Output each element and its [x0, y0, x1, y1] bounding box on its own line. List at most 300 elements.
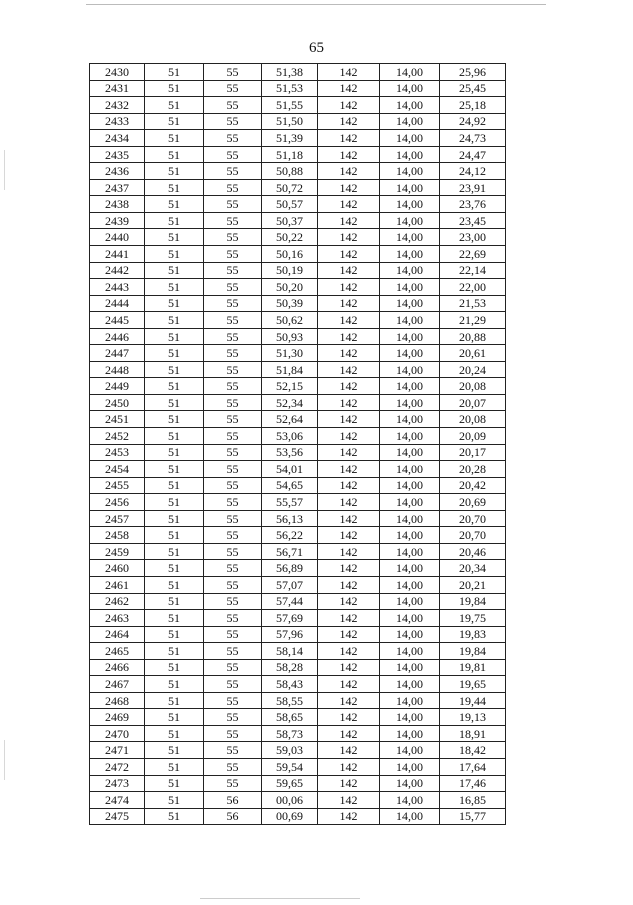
table-cell: 142 [318, 461, 380, 478]
table-cell: 51 [145, 593, 204, 610]
table-cell: 2471 [90, 742, 145, 759]
table-cell: 55 [204, 461, 262, 478]
table-cell: 23,45 [440, 212, 506, 229]
table-cell: 142 [318, 345, 380, 362]
table-cell: 20,08 [440, 378, 506, 395]
table-cell: 2443 [90, 279, 145, 296]
table-cell: 142 [318, 593, 380, 610]
table-cell: 2457 [90, 510, 145, 527]
table-cell: 51 [145, 610, 204, 627]
table-cell: 56 [204, 792, 262, 809]
table-cell: 51 [145, 643, 204, 660]
table-cell: 55 [204, 196, 262, 213]
table-cell: 54,01 [262, 461, 318, 478]
scan-edge-bottom [200, 898, 360, 899]
table-cell: 57,07 [262, 576, 318, 593]
table-cell: 56,71 [262, 543, 318, 560]
table-cell: 2472 [90, 758, 145, 775]
table-row [90, 295, 506, 312]
table-cell: 55 [204, 279, 262, 296]
table-cell: 17,64 [440, 758, 506, 775]
table-cell: 50,22 [262, 229, 318, 246]
table-cell: 55 [204, 97, 262, 114]
table-cell: 51,38 [262, 64, 318, 81]
table-cell: 20,70 [440, 527, 506, 544]
table-cell: 50,16 [262, 246, 318, 263]
table-cell: 2464 [90, 626, 145, 643]
table-cell: 51,30 [262, 345, 318, 362]
table-row [90, 328, 506, 345]
table-cell: 00,06 [262, 792, 318, 809]
table-cell: 14,00 [380, 659, 440, 676]
page-number: 65 [309, 40, 324, 56]
table-cell: 51 [145, 229, 204, 246]
table-cell: 2466 [90, 659, 145, 676]
table-row [90, 80, 506, 97]
table-cell: 00,69 [262, 808, 318, 825]
table-cell: 20,24 [440, 361, 506, 378]
table-cell: 14,00 [380, 709, 440, 726]
table-row [90, 345, 506, 362]
table-row [90, 510, 506, 527]
table-cell: 55 [204, 576, 262, 593]
table-cell: 14,00 [380, 97, 440, 114]
table-cell: 20,21 [440, 576, 506, 593]
table-cell: 142 [318, 576, 380, 593]
table-cell: 58,55 [262, 692, 318, 709]
table-cell: 51 [145, 130, 204, 147]
table-cell: 51 [145, 295, 204, 312]
table-cell: 16,85 [440, 792, 506, 809]
table-cell: 20,88 [440, 328, 506, 345]
table-cell: 142 [318, 643, 380, 660]
table-cell: 55,57 [262, 494, 318, 511]
table-cell: 55 [204, 626, 262, 643]
table-cell: 14,00 [380, 246, 440, 263]
table-cell: 2468 [90, 692, 145, 709]
table-cell: 14,00 [380, 229, 440, 246]
table-cell: 51 [145, 775, 204, 792]
table-cell: 54,65 [262, 477, 318, 494]
table-cell: 14,00 [380, 80, 440, 97]
scan-edge-top [86, 4, 546, 5]
table-cell: 51 [145, 163, 204, 180]
table-row [90, 527, 506, 544]
table-cell: 2449 [90, 378, 145, 395]
table-cell: 55 [204, 742, 262, 759]
table-cell: 51 [145, 64, 204, 81]
table-cell: 56 [204, 808, 262, 825]
coordinates-table [89, 63, 506, 825]
table-cell: 22,14 [440, 262, 506, 279]
table-cell: 2455 [90, 477, 145, 494]
table-row [90, 758, 506, 775]
table-cell: 58,65 [262, 709, 318, 726]
table-cell: 142 [318, 130, 380, 147]
table-row [90, 659, 506, 676]
table-row [90, 692, 506, 709]
table-cell: 14,00 [380, 576, 440, 593]
table-cell: 51 [145, 444, 204, 461]
table-cell: 142 [318, 64, 380, 81]
table-cell: 51 [145, 179, 204, 196]
table-row [90, 808, 506, 825]
table-row [90, 378, 506, 395]
table-cell: 2474 [90, 792, 145, 809]
table-cell: 2448 [90, 361, 145, 378]
table-cell: 55 [204, 229, 262, 246]
table-cell: 51 [145, 80, 204, 97]
table-cell: 19,65 [440, 676, 506, 693]
table-row [90, 792, 506, 809]
table-cell: 14,00 [380, 560, 440, 577]
table-row [90, 262, 506, 279]
table-cell: 142 [318, 212, 380, 229]
table-cell: 53,06 [262, 428, 318, 445]
table-cell: 50,57 [262, 196, 318, 213]
table-cell: 142 [318, 146, 380, 163]
table-cell: 142 [318, 659, 380, 676]
table-cell: 14,00 [380, 610, 440, 627]
table-cell: 57,44 [262, 593, 318, 610]
table-cell: 19,75 [440, 610, 506, 627]
table-cell: 51 [145, 279, 204, 296]
table-cell: 14,00 [380, 113, 440, 130]
table-cell: 59,03 [262, 742, 318, 759]
table-cell: 20,46 [440, 543, 506, 560]
table-cell: 51 [145, 543, 204, 560]
table-cell: 51,18 [262, 146, 318, 163]
table-cell: 2458 [90, 527, 145, 544]
table-cell: 55 [204, 725, 262, 742]
table-cell: 2446 [90, 328, 145, 345]
table-cell: 51 [145, 411, 204, 428]
table-cell: 51 [145, 626, 204, 643]
table-cell: 55 [204, 444, 262, 461]
table-row [90, 444, 506, 461]
table-cell: 142 [318, 758, 380, 775]
table-cell: 142 [318, 312, 380, 329]
table-cell: 52,34 [262, 394, 318, 411]
table-cell: 51 [145, 428, 204, 445]
table-cell: 58,43 [262, 676, 318, 693]
table-cell: 19,81 [440, 659, 506, 676]
scan-margin-mark [4, 740, 5, 780]
table-cell: 55 [204, 527, 262, 544]
table-cell: 23,00 [440, 229, 506, 246]
table-cell: 23,91 [440, 179, 506, 196]
table-row [90, 593, 506, 610]
table-row [90, 229, 506, 246]
table-cell: 14,00 [380, 593, 440, 610]
table-cell: 2439 [90, 212, 145, 229]
table-cell: 51 [145, 345, 204, 362]
table-cell: 51 [145, 477, 204, 494]
table-row [90, 411, 506, 428]
table-cell: 14,00 [380, 543, 440, 560]
table-row [90, 775, 506, 792]
table-row [90, 179, 506, 196]
table-cell: 24,73 [440, 130, 506, 147]
table-cell: 19,13 [440, 709, 506, 726]
table-cell: 23,76 [440, 196, 506, 213]
table-row [90, 196, 506, 213]
table-cell: 55 [204, 543, 262, 560]
table-cell: 51 [145, 97, 204, 114]
table-cell: 2447 [90, 345, 145, 362]
table-cell: 51 [145, 725, 204, 742]
table-cell: 50,62 [262, 312, 318, 329]
table-cell: 2441 [90, 246, 145, 263]
table-cell: 2435 [90, 146, 145, 163]
table-cell: 2467 [90, 676, 145, 693]
table-cell: 142 [318, 328, 380, 345]
table-cell: 20,70 [440, 510, 506, 527]
table-cell: 2450 [90, 394, 145, 411]
table-cell: 55 [204, 246, 262, 263]
table-cell: 14,00 [380, 328, 440, 345]
table-cell: 142 [318, 444, 380, 461]
table-cell: 142 [318, 113, 380, 130]
table-cell: 20,08 [440, 411, 506, 428]
table-cell: 18,42 [440, 742, 506, 759]
table-cell: 142 [318, 808, 380, 825]
table-row [90, 494, 506, 511]
table-cell: 55 [204, 361, 262, 378]
table-cell: 51 [145, 361, 204, 378]
table-cell: 142 [318, 361, 380, 378]
table-cell: 51 [145, 676, 204, 693]
table-cell: 51,50 [262, 113, 318, 130]
table-row [90, 394, 506, 411]
table-cell: 55 [204, 378, 262, 395]
table-row [90, 560, 506, 577]
table-cell: 19,84 [440, 593, 506, 610]
table-cell: 51 [145, 758, 204, 775]
table-cell: 58,28 [262, 659, 318, 676]
table-cell: 142 [318, 229, 380, 246]
table-cell: 142 [318, 196, 380, 213]
table-cell: 55 [204, 394, 262, 411]
table-cell: 142 [318, 97, 380, 114]
table-cell: 14,00 [380, 146, 440, 163]
table-cell: 2462 [90, 593, 145, 610]
table-cell: 55 [204, 312, 262, 329]
table-cell: 142 [318, 246, 380, 263]
table-cell: 50,39 [262, 295, 318, 312]
table-cell: 55 [204, 64, 262, 81]
table-cell: 20,61 [440, 345, 506, 362]
table-cell: 142 [318, 394, 380, 411]
table-cell: 55 [204, 510, 262, 527]
table-cell: 57,96 [262, 626, 318, 643]
table-cell: 2442 [90, 262, 145, 279]
table-cell: 55 [204, 610, 262, 627]
table-cell: 14,00 [380, 444, 440, 461]
table-cell: 51,55 [262, 97, 318, 114]
table-cell: 55 [204, 328, 262, 345]
table-cell: 55 [204, 775, 262, 792]
table-cell: 2469 [90, 709, 145, 726]
table-row [90, 725, 506, 742]
table-cell: 51 [145, 692, 204, 709]
table-cell: 14,00 [380, 212, 440, 229]
table-cell: 2434 [90, 130, 145, 147]
table-cell: 142 [318, 692, 380, 709]
table-cell: 2461 [90, 576, 145, 593]
table-cell: 55 [204, 692, 262, 709]
table-cell: 51 [145, 527, 204, 544]
table-cell: 50,20 [262, 279, 318, 296]
table-cell: 51 [145, 246, 204, 263]
table-cell: 2475 [90, 808, 145, 825]
table-cell: 55 [204, 80, 262, 97]
table-cell: 142 [318, 163, 380, 180]
table-cell: 19,44 [440, 692, 506, 709]
table-cell: 2436 [90, 163, 145, 180]
table-row [90, 130, 506, 147]
table-row [90, 742, 506, 759]
table-cell: 14,00 [380, 808, 440, 825]
table-cell: 55 [204, 709, 262, 726]
table-cell: 142 [318, 560, 380, 577]
table-cell: 56,13 [262, 510, 318, 527]
table-cell: 24,12 [440, 163, 506, 180]
table-cell: 22,00 [440, 279, 506, 296]
table-cell: 52,64 [262, 411, 318, 428]
table-cell: 55 [204, 262, 262, 279]
table-cell: 55 [204, 130, 262, 147]
table-cell: 14,00 [380, 64, 440, 81]
table-row [90, 146, 506, 163]
table-cell: 142 [318, 725, 380, 742]
table-body [90, 64, 506, 825]
table-row [90, 212, 506, 229]
table-cell: 15,77 [440, 808, 506, 825]
table-cell: 2465 [90, 643, 145, 660]
table-cell: 2430 [90, 64, 145, 81]
table-cell: 14,00 [380, 510, 440, 527]
table-cell: 2445 [90, 312, 145, 329]
table-cell: 55 [204, 113, 262, 130]
table-cell: 55 [204, 643, 262, 660]
table-cell: 14,00 [380, 279, 440, 296]
table-cell: 21,53 [440, 295, 506, 312]
table-cell: 57,69 [262, 610, 318, 627]
table-cell: 51 [145, 328, 204, 345]
table-cell: 14,00 [380, 692, 440, 709]
table-cell: 51 [145, 212, 204, 229]
table-cell: 51 [145, 709, 204, 726]
table-cell: 2452 [90, 428, 145, 445]
table-cell: 55 [204, 593, 262, 610]
table-cell: 58,14 [262, 643, 318, 660]
table-row [90, 428, 506, 445]
table-cell: 2438 [90, 196, 145, 213]
table-cell: 142 [318, 477, 380, 494]
table-cell: 14,00 [380, 676, 440, 693]
table-cell: 142 [318, 428, 380, 445]
table-cell: 55 [204, 179, 262, 196]
table-cell: 55 [204, 146, 262, 163]
table-cell: 14,00 [380, 792, 440, 809]
table-cell: 51 [145, 659, 204, 676]
table-cell: 142 [318, 411, 380, 428]
table-cell: 19,83 [440, 626, 506, 643]
table-row [90, 477, 506, 494]
table-cell: 55 [204, 676, 262, 693]
table-cell: 51 [145, 378, 204, 395]
table-row [90, 709, 506, 726]
table-row [90, 676, 506, 693]
table-cell: 51 [145, 742, 204, 759]
table-cell: 50,88 [262, 163, 318, 180]
table-cell: 20,42 [440, 477, 506, 494]
table-cell: 51 [145, 560, 204, 577]
table-cell: 22,69 [440, 246, 506, 263]
table-cell: 2454 [90, 461, 145, 478]
table-cell: 55 [204, 477, 262, 494]
table-row [90, 163, 506, 180]
table-cell: 14,00 [380, 626, 440, 643]
table-cell: 50,37 [262, 212, 318, 229]
table-cell: 142 [318, 494, 380, 511]
table-cell: 142 [318, 510, 380, 527]
table-cell: 2459 [90, 543, 145, 560]
table-cell: 14,00 [380, 742, 440, 759]
table-cell: 14,00 [380, 312, 440, 329]
table-cell: 59,54 [262, 758, 318, 775]
table-row [90, 246, 506, 263]
table-cell: 2463 [90, 610, 145, 627]
table-cell: 51,39 [262, 130, 318, 147]
table-row [90, 97, 506, 114]
table-cell: 51 [145, 494, 204, 511]
table-cell: 20,07 [440, 394, 506, 411]
table-cell: 51 [145, 394, 204, 411]
table-cell: 142 [318, 543, 380, 560]
table-cell: 55 [204, 659, 262, 676]
table-cell: 2453 [90, 444, 145, 461]
table-cell: 14,00 [380, 428, 440, 445]
table-cell: 142 [318, 792, 380, 809]
table-cell: 142 [318, 279, 380, 296]
table-cell: 20,28 [440, 461, 506, 478]
table-cell: 14,00 [380, 527, 440, 544]
table-cell: 20,69 [440, 494, 506, 511]
table-cell: 20,17 [440, 444, 506, 461]
table-cell: 51 [145, 808, 204, 825]
table-cell: 51 [145, 461, 204, 478]
table-cell: 55 [204, 560, 262, 577]
table-cell: 142 [318, 262, 380, 279]
table-cell: 2456 [90, 494, 145, 511]
table-cell: 51 [145, 510, 204, 527]
table-cell: 50,72 [262, 179, 318, 196]
table-cell: 25,45 [440, 80, 506, 97]
table-cell: 14,00 [380, 361, 440, 378]
table-row [90, 113, 506, 130]
table-row [90, 543, 506, 560]
table-cell: 55 [204, 345, 262, 362]
table-cell: 14,00 [380, 295, 440, 312]
table-row [90, 643, 506, 660]
table-cell: 56,89 [262, 560, 318, 577]
table-cell: 50,93 [262, 328, 318, 345]
table-row [90, 279, 506, 296]
table-cell: 14,00 [380, 461, 440, 478]
table-cell: 14,00 [380, 394, 440, 411]
